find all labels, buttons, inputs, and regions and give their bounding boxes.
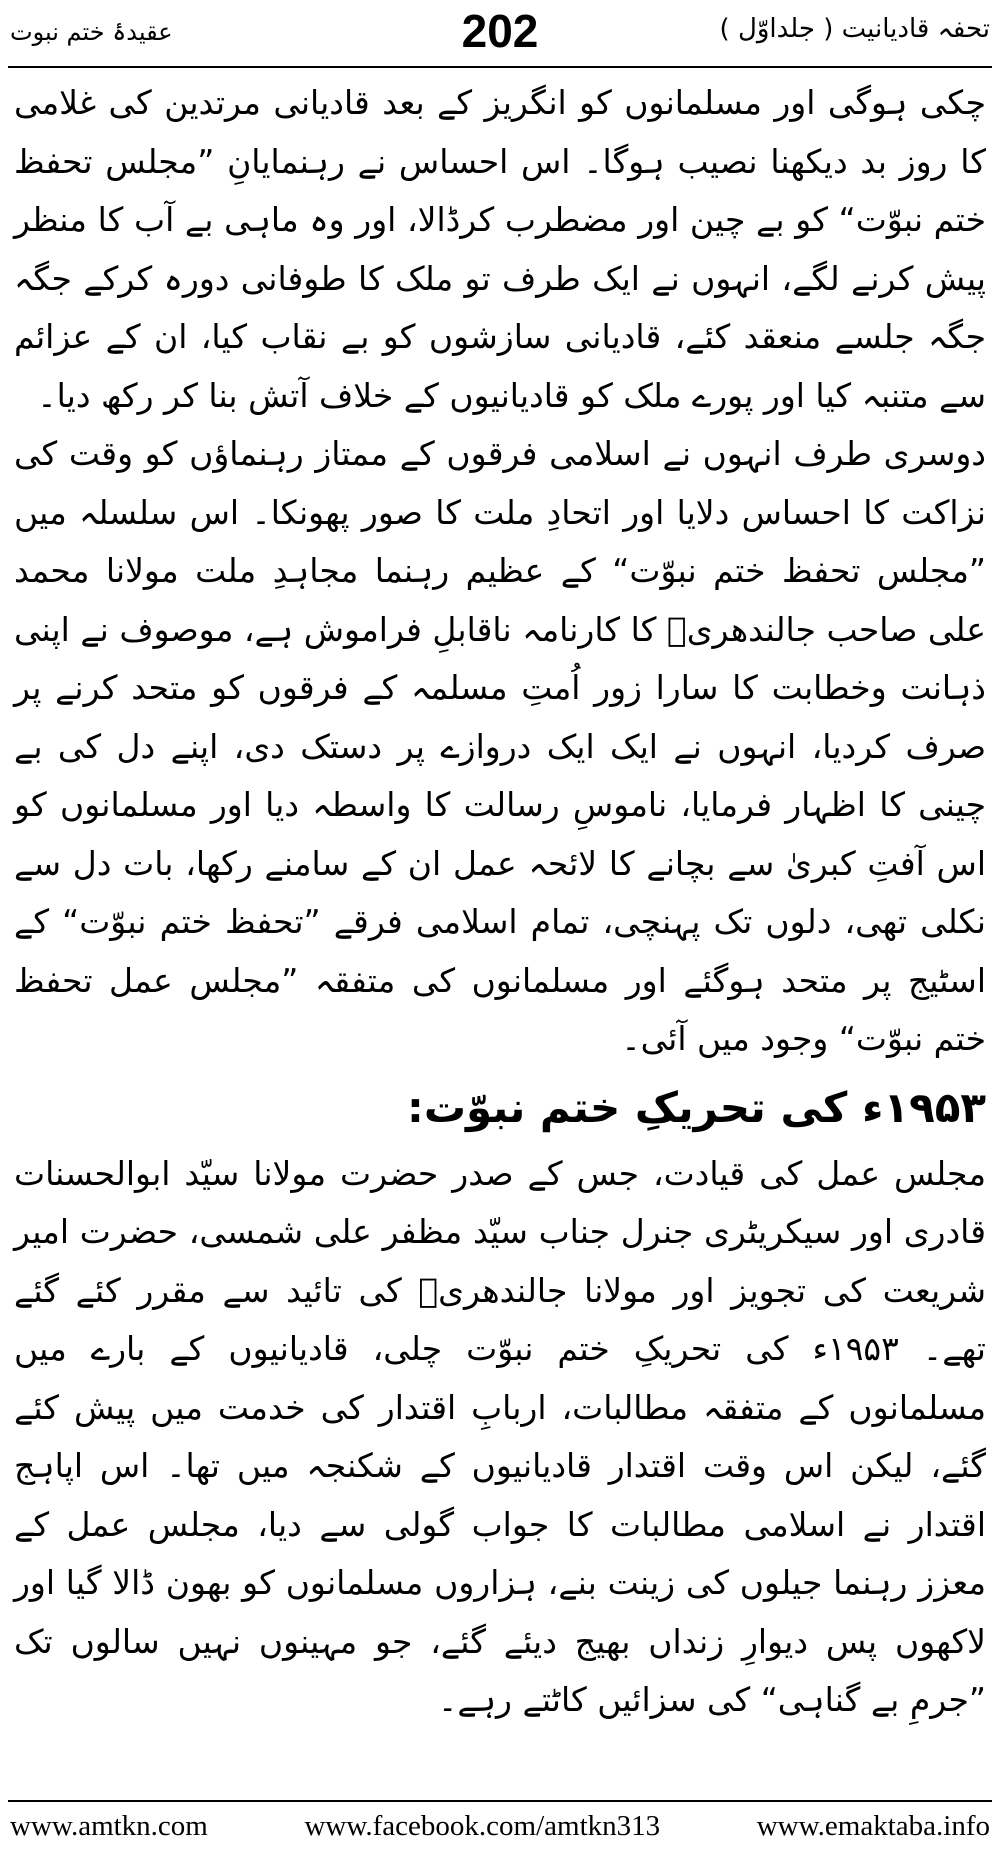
footer-link-facebook[interactable]: www.facebook.com/amtkn313 [304,1809,661,1842]
footer-link-emaktaba[interactable]: www.emaktaba.info [756,1809,990,1842]
paragraph-1: چکی ہوگی اور مسلمانوں کو انگریز کے بعد قادیانی مرتدین کی غلامی کا روز بد دیکھنا نصیب ہوگا۔ اس احساس نے رہنمایانِ ”مجلس تحفظ ختم نبوّت“ کو بے چین اور مضطرب کرڈالا، اور وہ ماہی بے آب کا منظر پیش کرنے لگے، انہوں نے ایک طرف تو ملک کا طوفانی دورہ کرکے جگہ جگہ جلسے منعقد کئے، قادیانی سازشوں کو بے نقاب کیا، ان کے عزائم سے متنبہ کیا اور پورے ملک کو قادیانیوں کے خلاف آتش بنا کر رکھ دیا۔ [14,83,986,415]
chapter-topic: عقیدۂ ختم نبوت [10,18,173,46]
footer-link-amtkn[interactable]: www.amtkn.com [10,1809,208,1842]
paragraph-2: دوسری طرف انہوں نے اسلامی فرقوں کے ممتاز رہنماؤں کو وقت کی نزاکت کا احساس دلایا اور اتحادِ ملت کا صور پھونکا۔ اس سلسلہ میں ”مجلس تحفظ ختم نبوّت“ کے عظیم رہنما مجاہدِ ملت مولانا محمد علی صاحب جالندھریؒ کا کارنامہ ناقابلِ فراموش ہے، موصوف نے اپنی ذہانت وخطابت کا سارا زور اُمتِ مسلمہ کے فرقوں کو متحد کرنے پر صرف کردیا، انہوں نے ایک ایک دروازے پر دستک دی، اپنے دل کی بے چینی کا اظہار فرمایا، ناموسِ رسالت کا واسطہ دیا اور مسلمانوں کو اس آفتِ کبریٰ سے بچانے کا لائحہ عمل ان کے سامنے رکھا، بات دل سے نکلی تھی، دلوں تک پہنچی، تمام اسلامی فرقے ”تحفظ ختم نبوّت“ کے اسٹیج پر متحد ہوگئے اور مسلمانوں کی متفقہ ”مجلس عمل تحفظ ختم نبوّت“ وجود میں آئی۔ [14,434,986,1058]
book-title: تحفہ قادیانیت ( جلداوّل ) [719,14,990,44]
header-divider [8,66,992,68]
page-footer [10,1808,990,1844]
page-header [0,0,1000,66]
page-body [14,74,986,1730]
paragraph-3: مجلس عمل کی قیادت، جس کے صدر حضرت مولانا سیّد ابوالحسنات قادری اور سیکریٹری جنرل جناب سیّد مظفر علی شمسی، حضرت امیر شریعت کی تجویز اور مولانا جالندھریؒ کی تائید سے مقرر کئے گئے تھے۔ ۱۹۵۳ء کی تحریکِ ختم نبوّت چلی، قادیانیوں کے بارے میں مسلمانوں کے متفقہ مطالبات، اربابِ اقتدار کی خدمت میں پیش کئے گئے، لیکن اس وقت اقتدار قادیانیوں کے شکنجہ میں تھا۔ اس اپاہج اقتدار نے اسلامی مطالبات کا جواب گولی سے دیا، مجلس عمل کے معزز رہنما جیلوں کی زینت بنے، ہزاروں مسلمانوں کو بھون ڈالا گیا اور لاکھوں پس دیوارِ زنداں بھیج دیئے گئے، جو مہینوں نہیں سالوں تک ”جرمِ بے گناہی“ کی سزائیں کاٹتے رہے۔ [14,1153,986,1719]
page-number: 202 [461,5,539,57]
footer-divider [8,1800,992,1802]
section-heading: ۱۹۵۳ء کی تحریکِ ختم نبوّت: [407,1082,986,1132]
